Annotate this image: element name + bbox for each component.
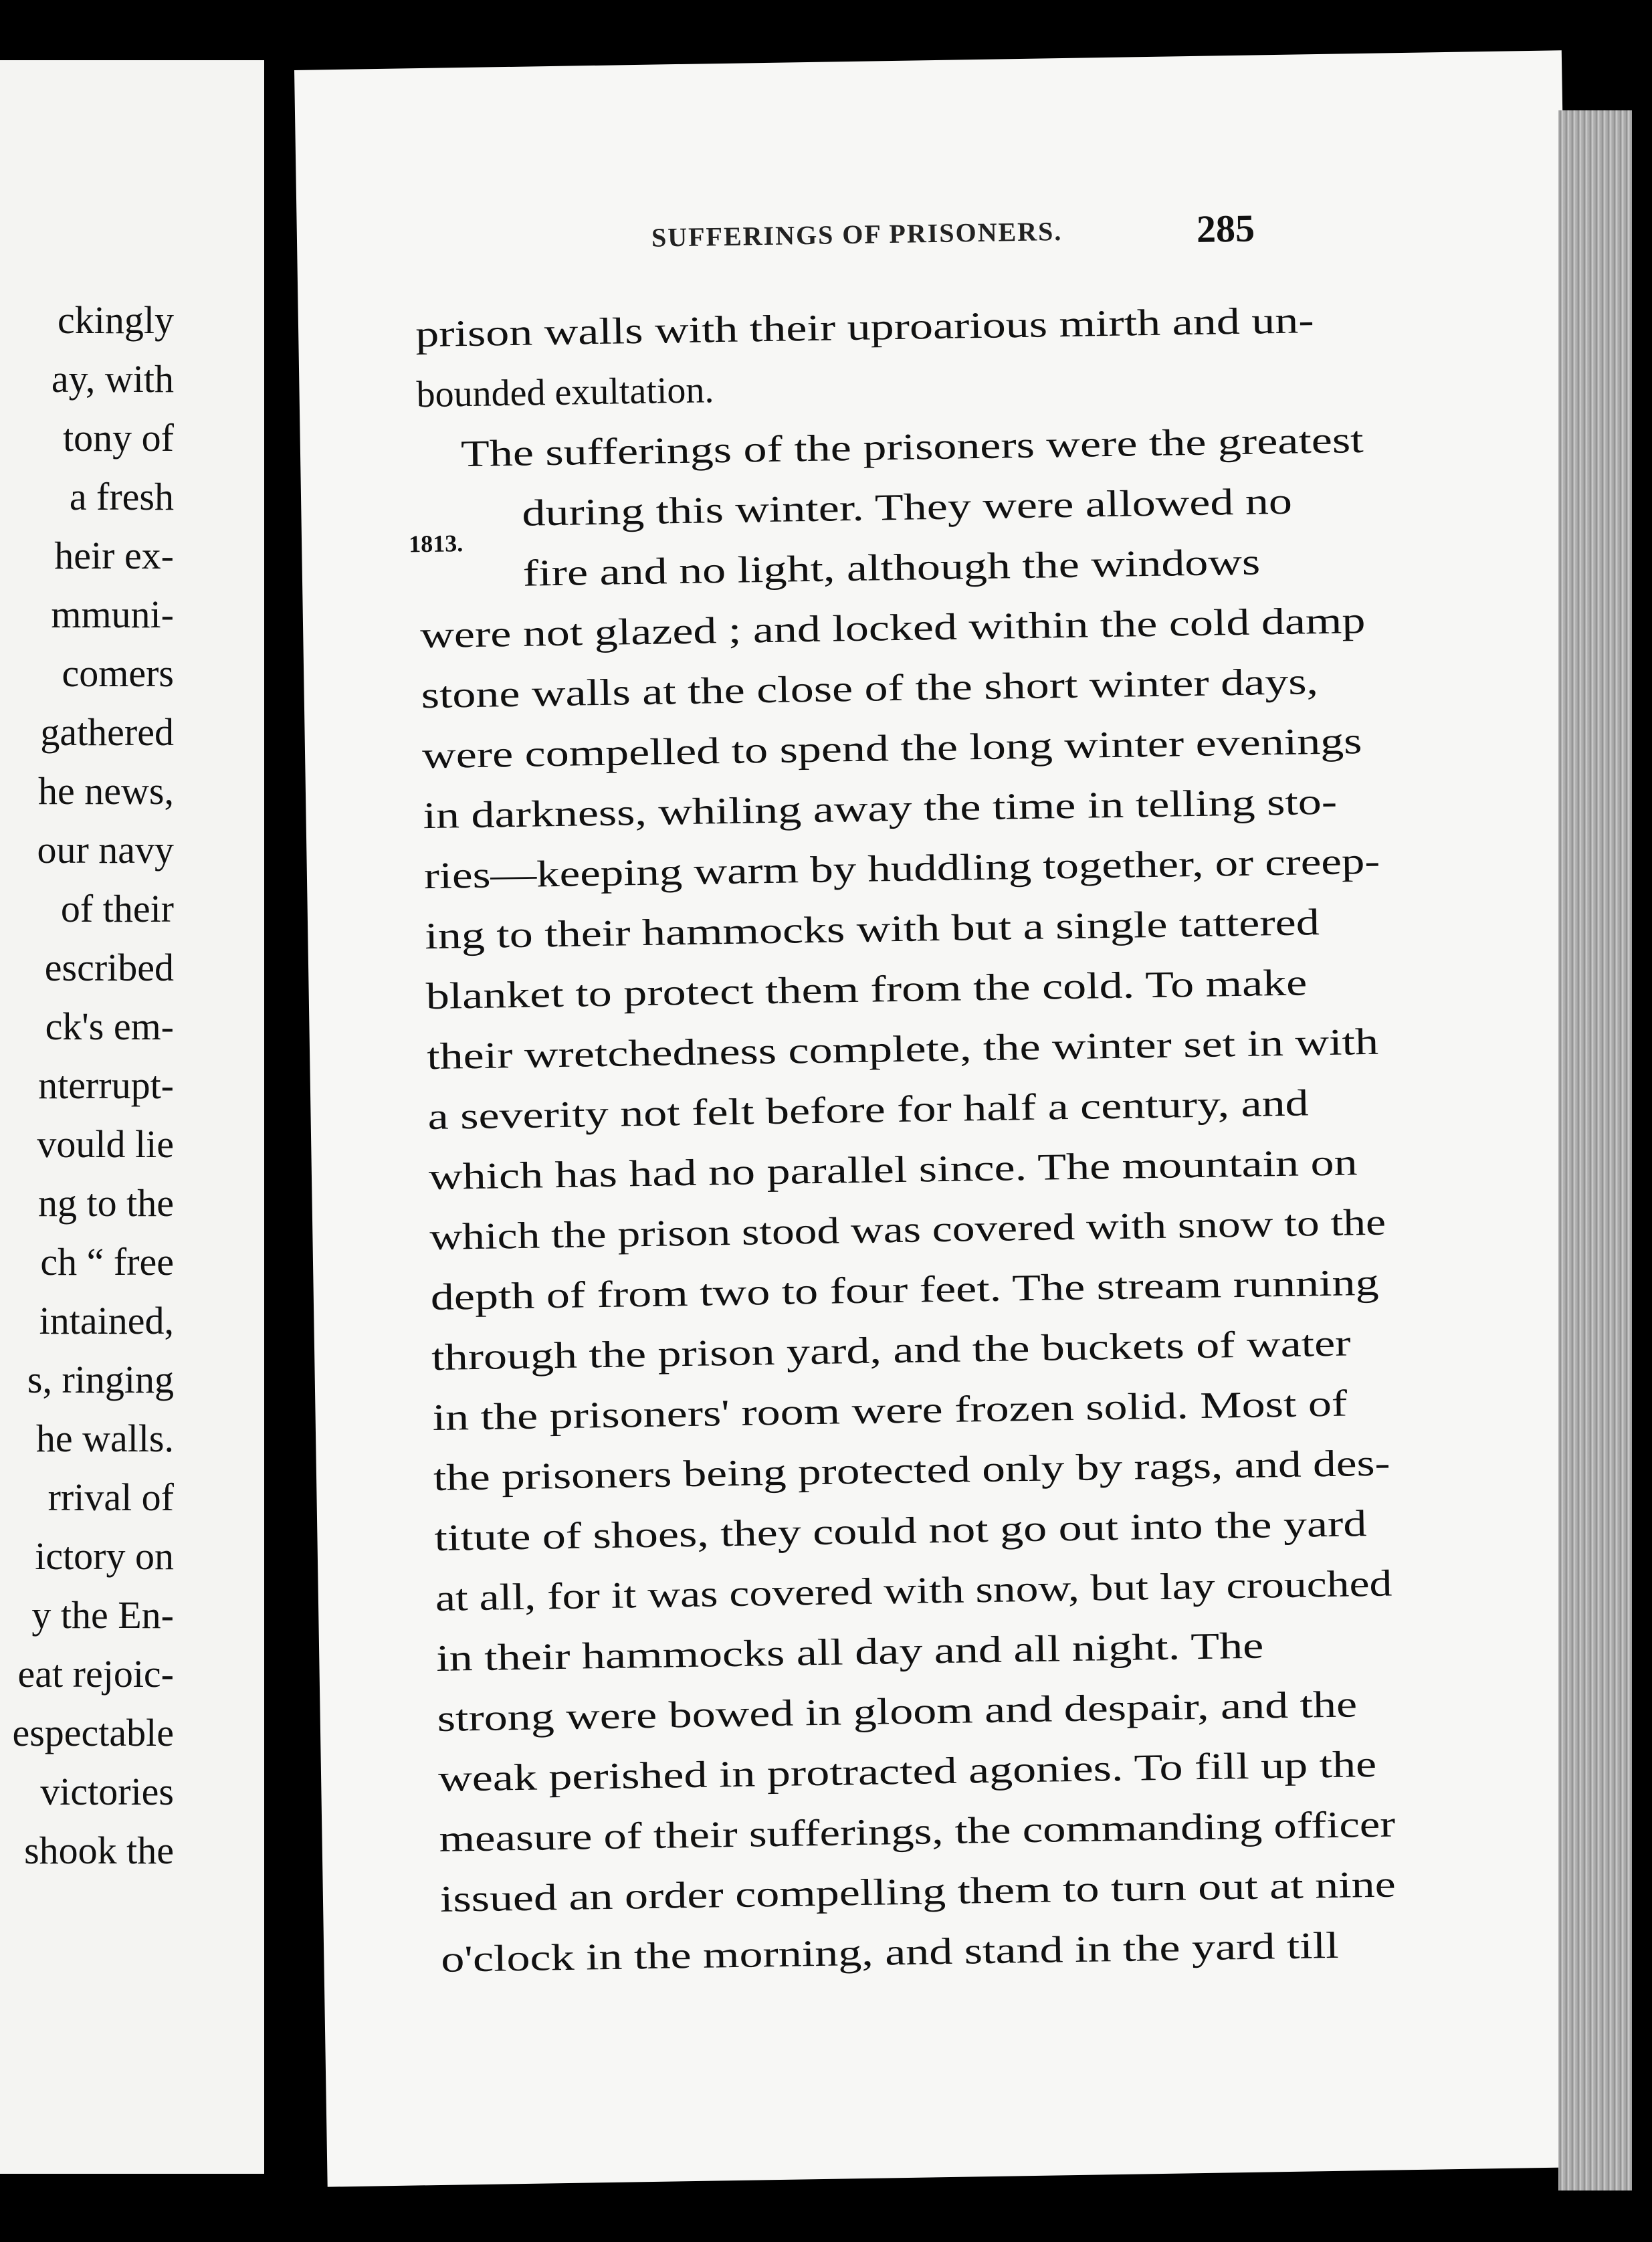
body-text-line: strong were bowed in gloom and despair, and the: [437, 1684, 1358, 1740]
body-text-line: through the prison yard, and the buckets of water: [431, 1322, 1351, 1379]
body-text-line: ries—keeping warm by huddling together, or creep-: [423, 840, 1380, 898]
left-page-line: tony of: [63, 416, 174, 460]
body-text-line: prison walls with their uproarious mirth and un-: [415, 300, 1314, 356]
body-text-line: were not glazed ; and locked within the cold damp: [419, 599, 1366, 657]
left-page-line: intained,: [39, 1299, 174, 1342]
left-page-line: a fresh: [69, 475, 174, 518]
book-gutter: [264, 60, 294, 2174]
body-text-line: the prisoners being protected only by rags, and des-: [433, 1442, 1390, 1499]
left-page-line: rrival of: [47, 1475, 174, 1519]
body-text-line: ing to their hammocks with but a single tattered: [424, 902, 1320, 958]
body-text-line: stone walls at the close of the short winter days,: [421, 661, 1319, 717]
left-page-line: heir ex-: [54, 534, 174, 577]
left-page-line: victories: [40, 1770, 174, 1813]
left-page-line: escribed: [44, 946, 174, 989]
left-page-line: our navy: [37, 828, 174, 872]
left-page-line: ch “ free: [40, 1240, 174, 1284]
left-page-line: of their: [60, 887, 174, 930]
left-page-line: ck's em-: [45, 1005, 174, 1048]
body-text-line: bounded exultation.: [416, 369, 714, 416]
body-text-line: were compelled to spend the long winter evenings: [421, 720, 1362, 777]
body-text-line: during this winter. They were allowed no: [521, 480, 1293, 534]
body-text-line: a severity not felt before for half a century, and: [427, 1082, 1310, 1138]
page-number: 285: [1196, 206, 1255, 251]
body-text-line: measure of their sufferings, the commanding officer: [439, 1803, 1396, 1860]
body-text-line: in their hammocks all day and all night. The: [435, 1625, 1264, 1679]
body-text-line: their wretchedness complete, the winter set in with: [426, 1021, 1379, 1078]
left-page-line: ictory on: [35, 1534, 174, 1578]
left-page-line: mmuni-: [51, 593, 174, 636]
left-page: [0, 60, 264, 2174]
left-page-line: eat rejoic-: [17, 1652, 174, 1696]
body-text-line: The sufferings of the prisoners were the greatest: [460, 419, 1364, 476]
right-page: [294, 50, 1594, 2186]
left-page-line: he walls.: [35, 1417, 174, 1460]
left-page-line: gathered: [40, 710, 174, 754]
body-text-line: depth of from two to four feet. The stream running: [430, 1261, 1379, 1319]
running-head: SUFFERINGS OF PRISONERS.: [651, 215, 1063, 253]
left-page-line: ng to the: [38, 1181, 174, 1225]
margin-year-note: 1813.: [408, 530, 463, 558]
page-edges: [1558, 110, 1632, 2190]
left-page-line: espectable: [12, 1711, 174, 1754]
left-page-line: s, ringing: [27, 1358, 174, 1401]
left-page-line: nterrupt-: [38, 1063, 174, 1107]
left-page-line: he news,: [38, 769, 174, 813]
body-text-line: which has had no parallel since. The mountain on: [428, 1142, 1358, 1199]
body-text-line: issued an order compelling them to turn out at nine: [439, 1863, 1397, 1920]
body-text-line: in darkness, whiling away the time in telling sto-: [423, 781, 1338, 837]
left-page-line: ckingly: [58, 298, 174, 342]
body-text-line: fire and no light, although the windows: [522, 541, 1261, 595]
body-text-line: at all, for it was covered with snow, but lay crouched: [435, 1562, 1392, 1619]
left-page-line: ay, with: [51, 357, 174, 401]
left-page-line: comers: [62, 651, 174, 695]
body-text-line: blanket to protect them from the cold. To make: [425, 962, 1308, 1018]
body-text-line: which the prison stood was covered with snow to the: [429, 1201, 1386, 1259]
left-page-line: y the En-: [31, 1593, 174, 1637]
left-page-line: shook the: [24, 1829, 174, 1872]
left-page-line: vould lie: [37, 1122, 174, 1166]
body-text-line: titute of shoes, they could not go out into the yard: [434, 1503, 1367, 1559]
body-text-line: in the prisoners' room were frozen solid. Most of: [432, 1383, 1348, 1439]
body-text-line: o'clock in the morning, and stand in the yard till: [440, 1924, 1340, 1980]
body-text-line: weak perished in protracted agonies. To fill up the: [437, 1743, 1377, 1800]
